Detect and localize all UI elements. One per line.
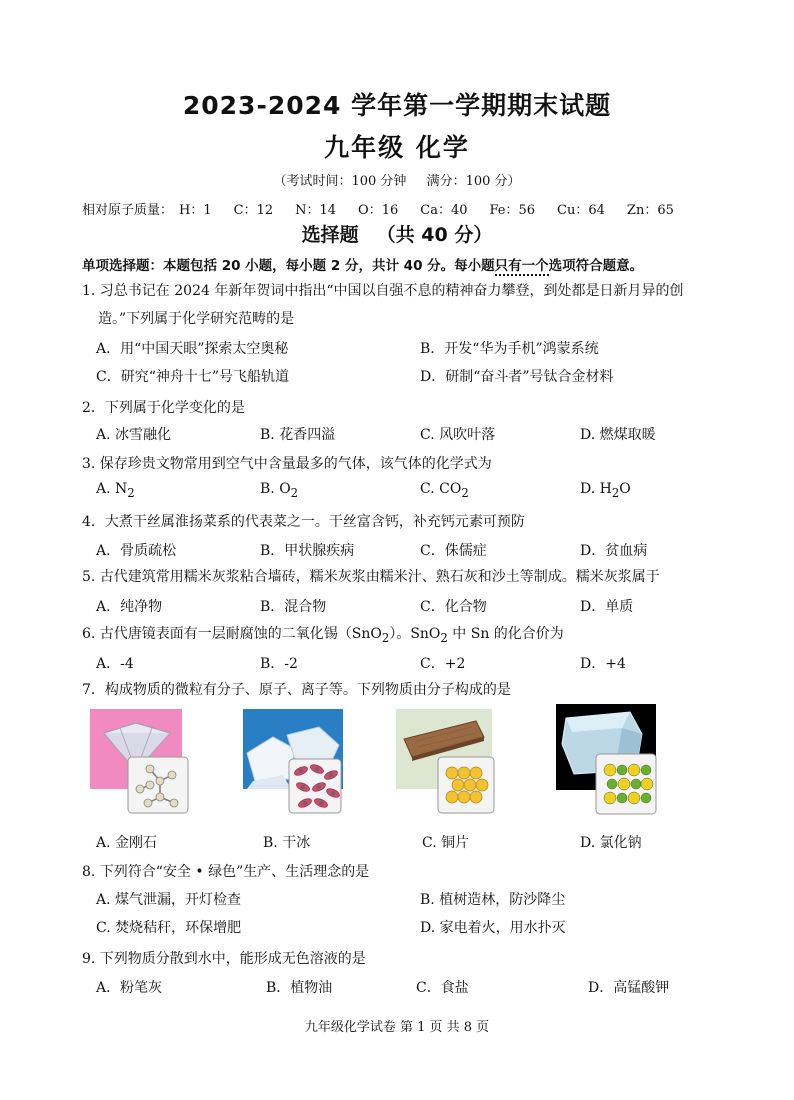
q5-option-c[interactable]: C．化合物 (420, 599, 487, 615)
question-1-stem-cont: 造。”下列属于化学研究范畴的是 (98, 311, 295, 327)
q8-option-a[interactable]: A. 煤气泄漏，开灯检查 (96, 892, 242, 908)
instruction-emphasis: 只有一个 (494, 258, 549, 274)
q6-stem-b: ）。SnO (389, 626, 441, 642)
q8-option-c[interactable]: C. 焚烧秸秆，环保增肥 (96, 920, 242, 936)
q6-option-c[interactable]: C．+2 (420, 656, 466, 672)
q5-option-b[interactable]: B．混合物 (260, 599, 327, 615)
q1-option-c[interactable]: C．研究“神舟十七”号飞船轨道 (96, 369, 290, 385)
exam-info (0, 170, 794, 189)
question-1-stem: 1. 习总书记在 2024 年新年贺词中指出“中国以自强不息的精神奋力攀登，到处都是日新月异的创 (82, 283, 684, 299)
q7-option-a[interactable]: A. 金刚石 (96, 835, 158, 851)
section-name: 选择题 (301, 224, 359, 246)
atomic-mass: H：1 (179, 203, 212, 218)
question-9-stem: 9. 下列物质分散到水中，能形成无色溶液的是 (82, 951, 366, 967)
instruction-label: 单项选择题： (82, 258, 163, 274)
atomic-mass: N：14 (295, 203, 337, 218)
sodium-chloride-picture (556, 704, 660, 816)
q7-option-d[interactable]: D. 氯化钠 (580, 835, 642, 851)
copper-sheet-picture (396, 709, 496, 814)
q6-stem-sub2: 2 (440, 630, 448, 645)
diamond-picture (90, 709, 190, 814)
q6-option-d[interactable]: D．+4 (580, 656, 626, 672)
q7-option-b[interactable]: B. 干冰 (263, 835, 311, 851)
q2-option-a[interactable]: A. 冰雪融化 (96, 427, 172, 443)
atomic-mass: Fe：56 (489, 203, 536, 218)
question-5-stem: 5. 古代建筑常用糯米灰浆粘合墙砖，糯米灰浆由糯米汁、熟石灰和沙土等制成。糯米灰浆属于 (82, 569, 660, 585)
q3-c-sub: 2 (461, 485, 469, 500)
q3-option-c[interactable] (420, 481, 469, 500)
exam-subtitle: 九年级 化学 (324, 133, 470, 162)
q2-option-c[interactable]: C. 风吹叶落 (420, 427, 496, 443)
q8-option-b[interactable]: B. 植树造林，防沙降尘 (420, 892, 566, 908)
q3-a-sub: 2 (127, 485, 135, 500)
q3-option-a[interactable] (96, 481, 135, 500)
atomic-mass: C：12 (233, 203, 274, 218)
q3-a-text: A. N (96, 481, 128, 497)
q3-c-text: C. CO (420, 481, 462, 497)
q9-option-c[interactable]: C．食盐 (416, 980, 469, 996)
atomic-label: 相对原子质量： (82, 203, 174, 218)
atomic-masses (82, 199, 696, 218)
q7-option-c[interactable]: C. 铜片 (422, 835, 470, 851)
q6-stem-sub: 2 (381, 630, 390, 645)
q3-option-b[interactable] (260, 481, 298, 500)
q6-option-b[interactable]: B．-2 (260, 656, 298, 672)
q4-option-c[interactable]: C．侏儒症 (420, 543, 487, 559)
q5-option-d[interactable]: D．单质 (580, 599, 634, 615)
section-points: （共 40 分） (376, 224, 493, 246)
q3-b-text: B. O (260, 481, 291, 497)
question-7-stem: 7．构成物质的微粒有分子、原子、离子等。下列物质由分子构成的是 (82, 682, 511, 698)
q6-stem-c: 中 Sn 的化合价为 (447, 626, 564, 642)
question-6-stem (82, 623, 564, 645)
instruction-text-a: 本题包括 20 小题，每小题 2 分，共计 40 分。每小题 (163, 258, 495, 274)
dry-ice-picture (243, 709, 343, 814)
q9-option-d[interactable]: D．高锰酸钾 (588, 980, 670, 996)
q2-option-b[interactable]: B. 花香四溢 (260, 427, 336, 443)
q1-option-b[interactable]: B．开发“华为手机”鸿蒙系统 (420, 341, 599, 357)
q4-option-b[interactable]: B．甲状腺疾病 (260, 543, 355, 559)
exam-time: （考试时间：100 分钟 (273, 174, 407, 189)
atomic-mass: Cu：64 (557, 203, 605, 218)
atomic-mass: Zn：65 (626, 203, 674, 218)
question-3-stem: 3. 保存珍贵文物常用到空气中含量最多的气体，该气体的化学式为 (82, 456, 492, 472)
q3-d-text: D. H (580, 481, 612, 497)
exam-title: 2023-2024 学年第一学期期末试题 (182, 91, 612, 120)
q9-option-b[interactable]: B．植物油 (266, 980, 333, 996)
q4-option-a[interactable]: A．骨质疏松 (96, 543, 177, 559)
q5-option-a[interactable]: A．纯净物 (96, 599, 163, 615)
q3-d-post: O (619, 481, 631, 497)
atomic-mass: Ca：40 (420, 203, 468, 218)
full-score: 满分：100 分） (426, 174, 521, 189)
q8-option-d[interactable]: D. 家电着火，用水扑灭 (420, 920, 566, 936)
section-title (0, 220, 794, 247)
instruction-text-b: 选项符合题意。 (548, 258, 644, 274)
question-2-stem: 2．下列属于化学变化的是 (82, 400, 245, 416)
page-footer: 九年级化学试卷 第 1 页 共 8 页 (304, 1020, 490, 1035)
instruction (82, 254, 643, 274)
atomic-mass: O：16 (358, 203, 399, 218)
question-8-stem: 8. 下列符合“安全 • 绿色”生产、生活理念的是 (82, 864, 370, 880)
question-4-stem: 4．大煮干丝属淮扬菜系的代表菜之一。干丝富含钙，补充钙元素可预防 (82, 514, 525, 530)
q9-option-a[interactable]: A．粉笔灰 (96, 980, 163, 996)
q1-option-a[interactable]: A．用“中国天眼”探索太空奥秘 (96, 341, 289, 357)
q3-b-sub: 2 (290, 485, 299, 500)
q6-option-a[interactable]: A．-4 (96, 656, 134, 672)
q2-option-d[interactable]: D. 燃煤取暖 (580, 427, 656, 443)
q4-option-d[interactable]: D．贫血病 (580, 543, 648, 559)
q1-option-d[interactable]: D．研制“奋斗者”号钛合金材料 (420, 369, 614, 385)
q6-stem-a: 6. 古代唐镜表面有一层耐腐蚀的二氧化锡（SnO (82, 626, 382, 642)
q3-option-d[interactable] (580, 481, 631, 500)
q3-d-sub: 2 (611, 485, 620, 500)
